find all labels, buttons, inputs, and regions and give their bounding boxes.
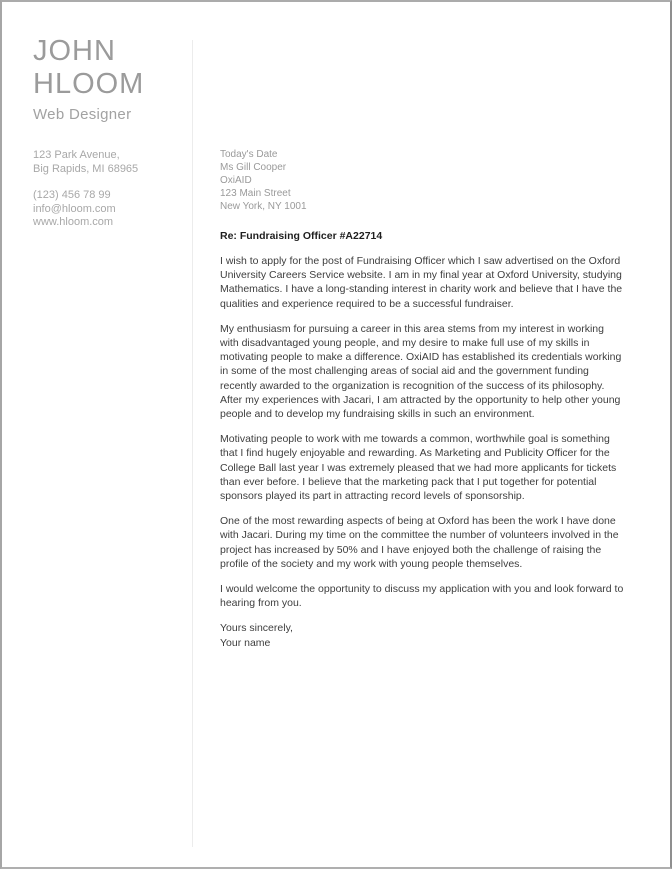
recipient-line-street: 123 Main Street	[220, 188, 291, 199]
profile-first-name: JOHN	[33, 35, 116, 67]
profile-job-title: Web Designer	[33, 106, 132, 123]
recipient-line-date: Today's Date	[220, 149, 278, 160]
closing-signature: Your name	[220, 636, 271, 649]
profile-sidebar	[33, 35, 185, 230]
letter-content	[220, 148, 624, 650]
profile-contact	[33, 189, 185, 230]
closing-block	[220, 621, 624, 649]
address-line-2: Big Rapids, MI 68965	[33, 162, 139, 175]
profile-last-name: HLOOM	[33, 68, 145, 100]
subject-line: Re: Fundraising Officer #A22714	[220, 230, 383, 242]
recipient-line-name: Ms Gill Cooper	[220, 162, 287, 173]
recipient-block	[220, 148, 624, 213]
profile-website: www.hloom.com	[33, 216, 114, 228]
body-paragraph-4: One of the most rewarding aspects of being at Oxford has been the work I have done with Jacari. During my time on the committee the number of volunteers involved in the project has increased by 50% and I have enjoyed both the challenge of raising the profile of the society and my work with young people themselves.	[220, 515, 619, 570]
profile-phone: (123) 456 78 99	[33, 189, 111, 201]
address-line-1: 123 Park Avenue,	[33, 149, 120, 161]
profile-email: info@hloom.com	[33, 202, 116, 215]
recipient-line-organization: OxiAID	[220, 175, 252, 186]
body-paragraph-2: My enthusiasm for pursuing a career in this area stems from my interest in working with disadvantaged young people, and my desire to make full use of my skills in motivating people to make a difference. OxiAID has established its credentials working in some of the most challenging areas of social aid and the government funding recently awarded to the organization is recognition of the success of its philosophy. After my experiences with Jacari, I am attracted by the opportunity to help other young people and to develop my fundraising skills in such an environment.	[220, 322, 622, 421]
body-paragraph-3: Motivating people to work with me towards a common, worthwhile goal is something that I find hugely enjoyable and rewarding. As Marketing and Publicity Officer for the College Ball last year I was extremely pleased that we had more applicants for tickets than ever before. I believe that the marketing pack that I put together for potential sponsors played its part in attracting record levels of sponsorship.	[220, 433, 617, 503]
profile-name	[33, 35, 185, 101]
closing-valediction: Yours sincerely,	[220, 622, 293, 635]
body-paragraph-1: I wish to apply for the post of Fundraising Officer which I saw advertised on the Oxford University Careers Service website. I am in my final year at Oxford University, studying Mathematics. I have a long-standing interest in charity work and believe that I have the qualities and experience required to be a successful fundraiser.	[220, 255, 623, 310]
body-paragraph-5: I would welcome the opportunity to discuss my application with you and look forward to hearing from you.	[220, 583, 624, 610]
recipient-line-city: New York, NY 1001	[220, 201, 307, 212]
column-divider	[192, 40, 193, 847]
profile-address	[33, 149, 185, 176]
